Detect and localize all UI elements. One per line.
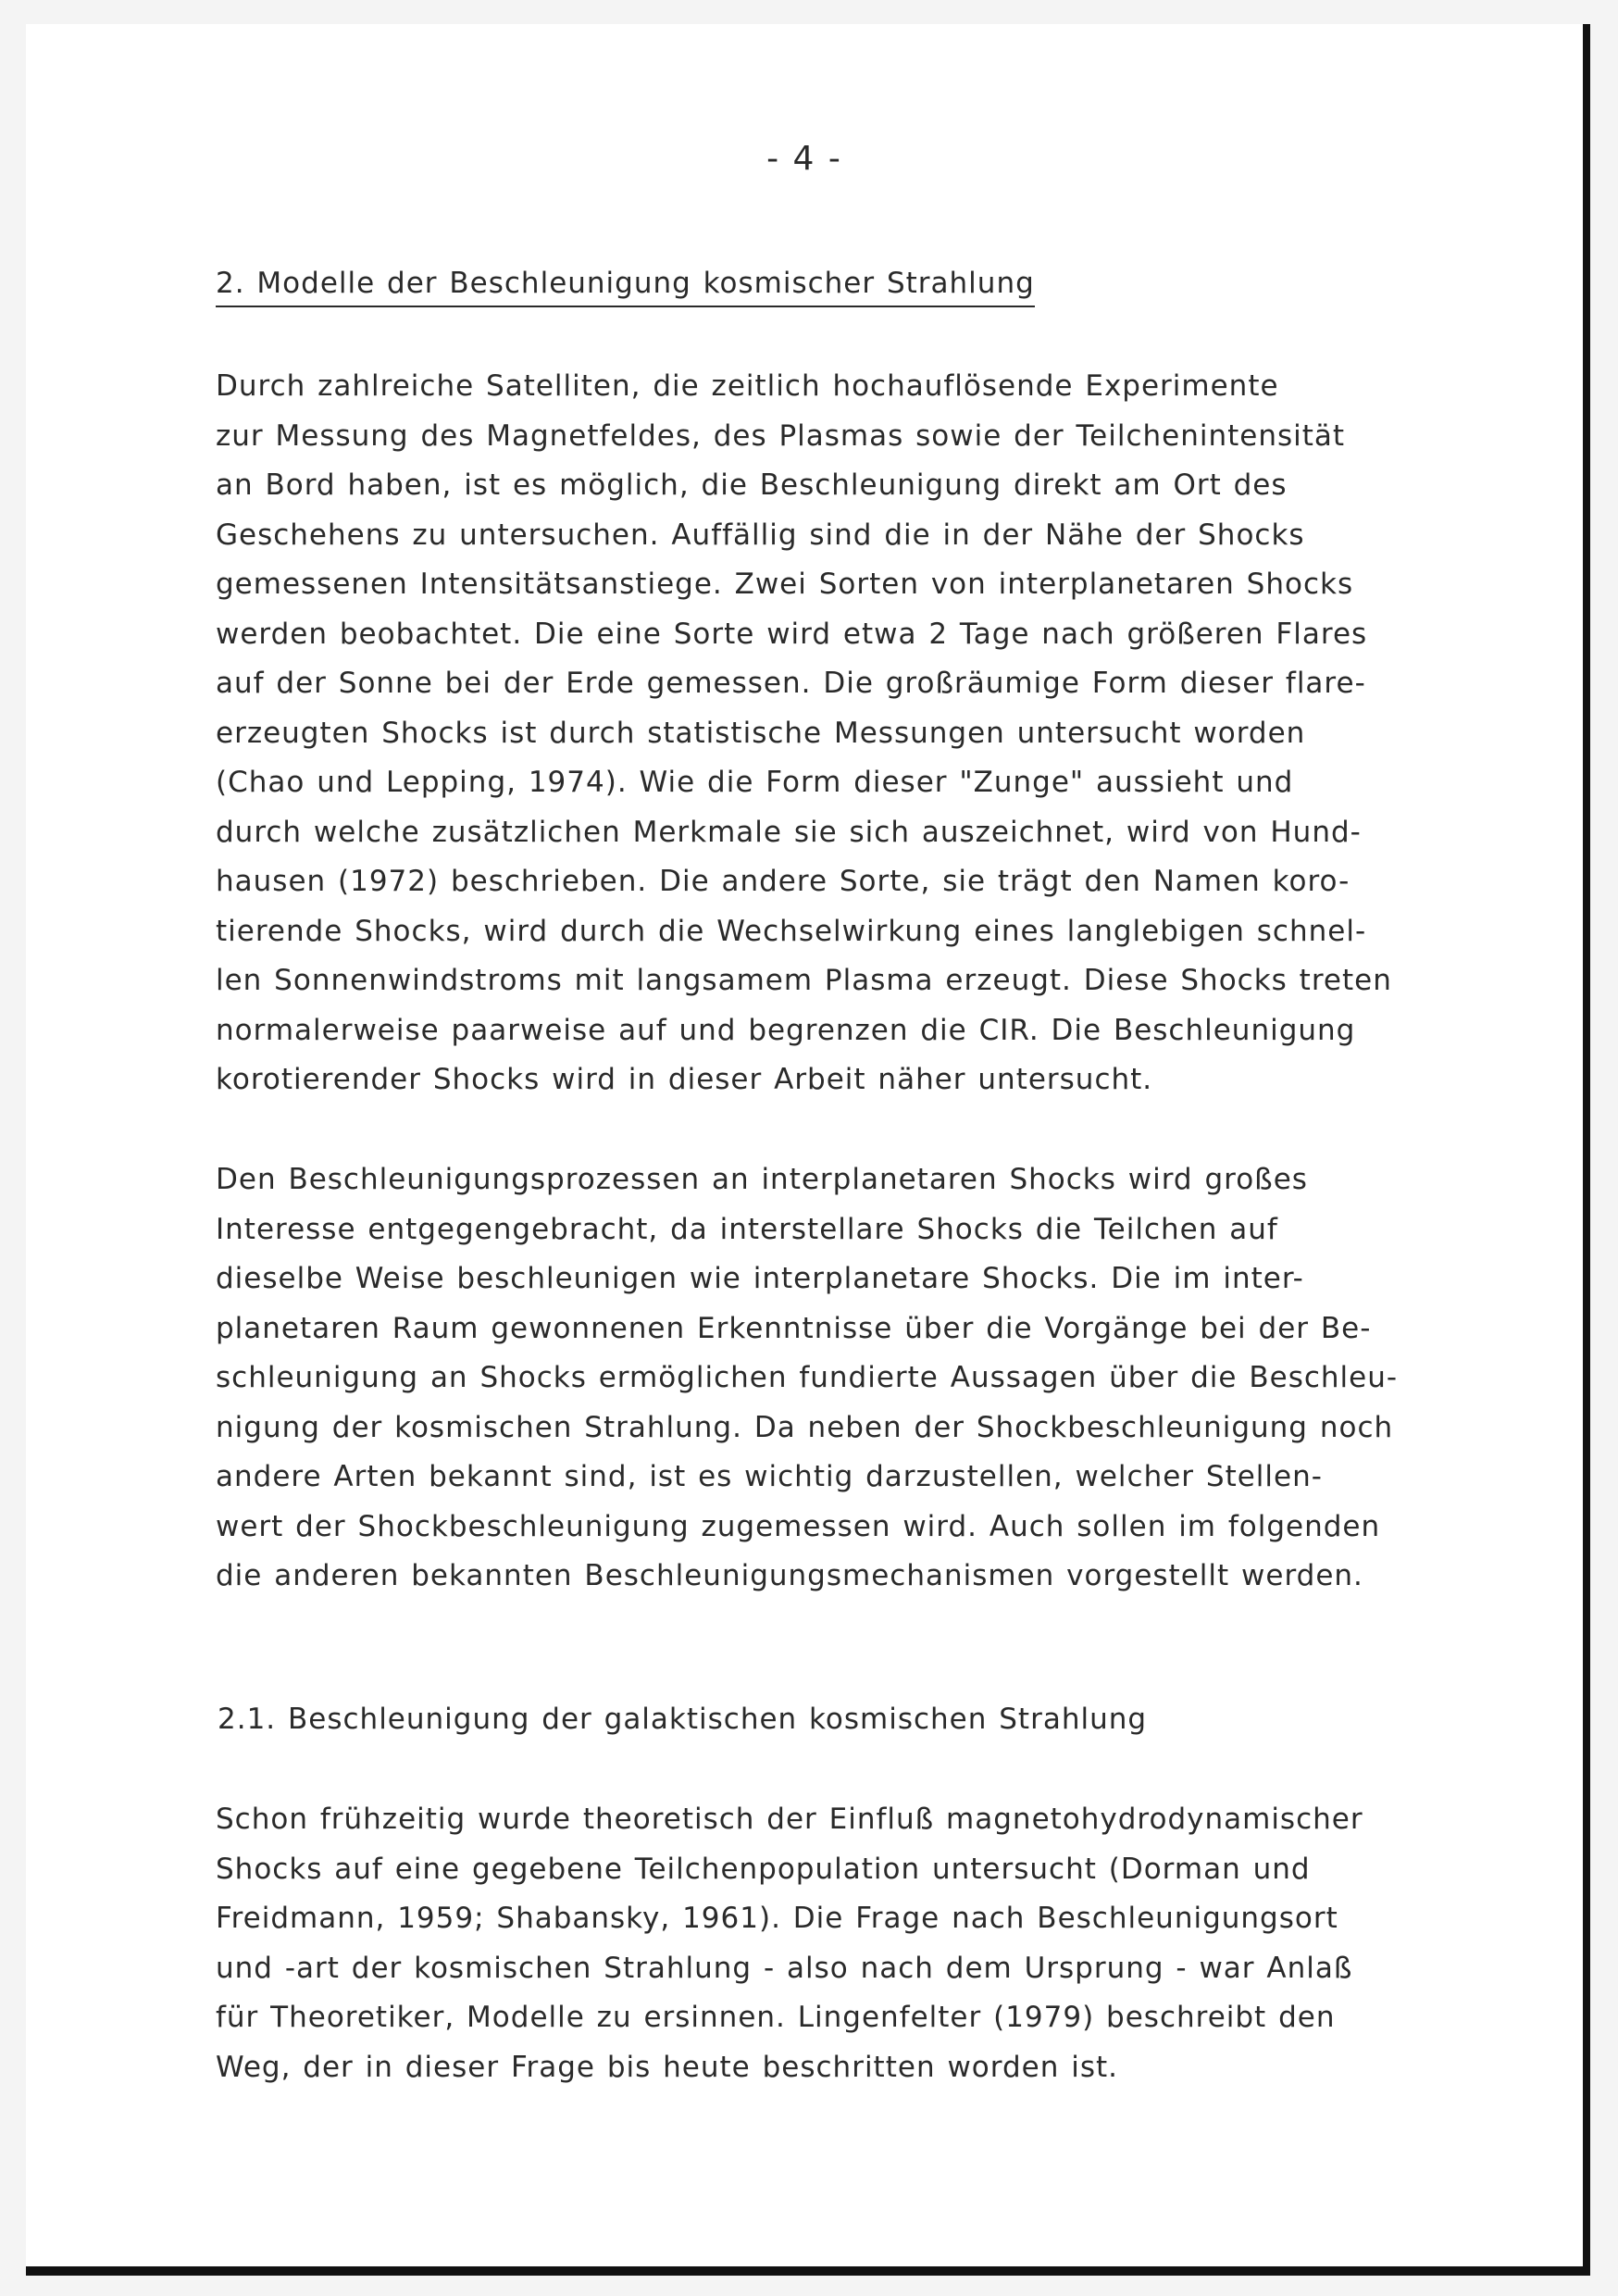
text-line: Durch zahlreiche Satelliten, die zeitlich hochauflösende Experimente (216, 369, 1279, 403)
text-line: schleunigung an Shocks ermöglichen fundierte Aussagen über die Beschleu- (216, 1361, 1399, 1394)
text-line: gemessenen Intensitätsanstiege. Zwei Sorten von interplanetaren Shocks (216, 568, 1354, 601)
text-line: Freidmann, 1959; Shabansky, 1961). Die Frage nach Beschleunigungsort (216, 1902, 1338, 1935)
page-number: - 4 - (766, 140, 842, 178)
text-line: nigung der kosmischen Strahlung. Da neben der Shockbeschleunigung noch (216, 1410, 1394, 1444)
text-line: die anderen bekannten Beschleunigungsmechanismen vorgestellt werden. (216, 1559, 1363, 1592)
text-line: durch welche zusätzlichen Merkmale sie sich auszeichnet, wird von Hund- (216, 815, 1362, 849)
subsection-heading: 2.1. Beschleunigung der galaktischen kosmischen Strahlung (218, 1703, 1148, 1736)
paragraph-2 (216, 1155, 1398, 1602)
text-line: erzeugten Shocks ist durch statistische Messungen untersucht worden (216, 716, 1306, 750)
text-line: (Chao und Lepping, 1974). Wie die Form dieser "Zunge" aussieht und (216, 766, 1294, 799)
text-line: wert der Shockbeschleunigung zugemessen wird. Auch sollen im folgenden (216, 1509, 1381, 1543)
text-line: tierende Shocks, wird durch die Wechselwirkung eines langlebigen schnel- (216, 914, 1367, 948)
text-line: für Theoretiker, Modelle zu ersinnen. Lingenfelter (1979) beschreibt den (216, 2001, 1336, 2034)
text-line: dieselbe Weise beschleunigen wie interplanetare Shocks. Die im inter- (216, 1262, 1304, 1295)
document-page (26, 24, 1590, 2276)
text-line: andere Arten bekannt sind, ist es wichtig darzustellen, welcher Stellen- (216, 1460, 1323, 1493)
text-line: korotierender Shocks wird in dieser Arbeit näher untersucht. (216, 1063, 1153, 1096)
section-heading: 2. Modelle der Beschleunigung kosmischer Strahlung (216, 267, 1035, 307)
text-line: an Bord haben, ist es möglich, die Beschleunigung direkt am Ort des (216, 468, 1288, 502)
text-line: Geschehens zu untersuchen. Auffällig sind die in der Nähe der Shocks (216, 518, 1305, 552)
paragraph-3 (216, 1795, 1363, 2092)
text-line: zur Messung des Magnetfeldes, des Plasmas sowie der Teilchenintensität (216, 418, 1346, 453)
text-line: auf der Sonne bei der Erde gemessen. Die großräumige Form dieser flare- (216, 667, 1366, 700)
text-line: planetaren Raum gewonnenen Erkenntnisse über die Vorgänge bei der Be- (216, 1311, 1372, 1345)
text-line: len Sonnenwindstroms mit langsamem Plasma erzeugt. Diese Shocks treten (216, 964, 1392, 997)
text-line: Den Beschleunigungsprozessen an interplanetaren Shocks wird großes (216, 1163, 1308, 1196)
paragraph-1 (216, 362, 1392, 1105)
text-line: Schon frühzeitig wurde theoretisch der Einfluß magnetohydrodynamischer (216, 1803, 1363, 1836)
text-line: und -art der kosmischen Strahlung - also nach dem Ursprung - war Anlaß (216, 1951, 1353, 1985)
text-line: hausen (1972) beschrieben. Die andere Sorte, sie trägt den Namen koro- (216, 865, 1350, 898)
text-line: Interesse entgegengebracht, da interstellare Shocks die Teilchen auf (216, 1212, 1278, 1246)
text-line: Shocks auf eine gegebene Teilchenpopulation untersucht (Dorman und (216, 1852, 1311, 1886)
text-line: werden beobachtet. Die eine Sorte wird etwa 2 Tage nach größeren Flares (216, 617, 1368, 651)
text-line: Weg, der in dieser Frage bis heute beschritten worden ist. (216, 2050, 1118, 2084)
text-line: normalerweise paarweise auf und begrenzen die CIR. Die Beschleunigung (216, 1013, 1356, 1047)
